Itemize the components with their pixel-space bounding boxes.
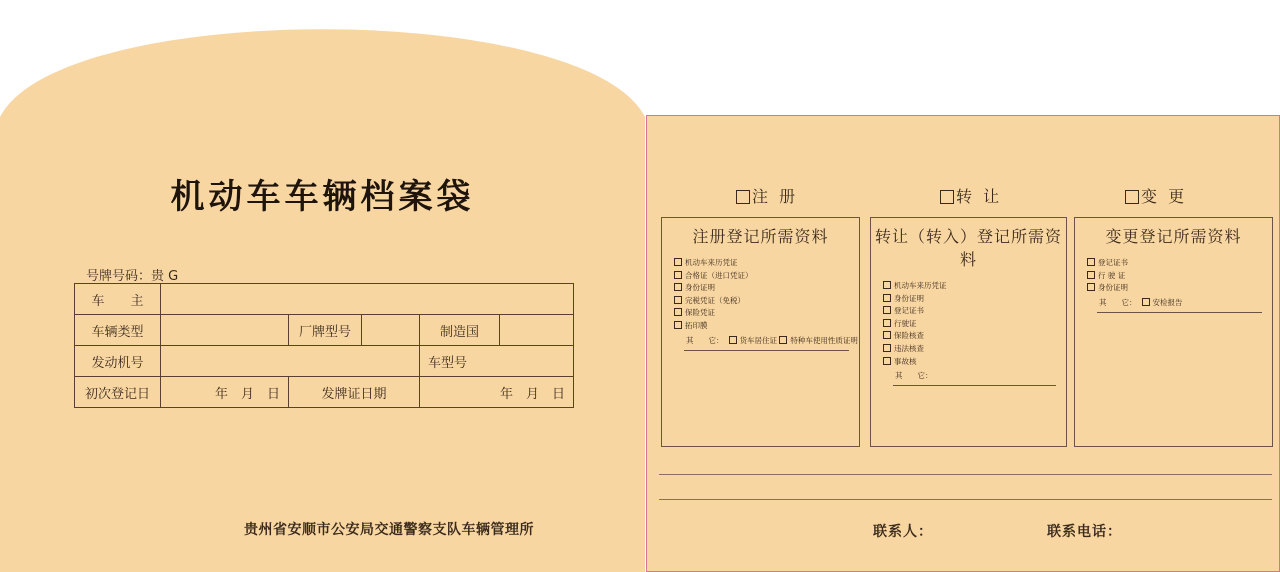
contact-phone-label: 联系电话： bbox=[1047, 524, 1122, 540]
list-item[interactable]: 身份证明 bbox=[674, 282, 859, 295]
contact-person-label: 联系人： bbox=[873, 524, 933, 540]
table-row bbox=[75, 284, 574, 315]
list-item[interactable]: 机动车来历凭证 bbox=[674, 257, 859, 270]
table-row bbox=[75, 377, 574, 408]
list-item[interactable]: 机动车来历凭证 bbox=[883, 280, 1066, 293]
country-label: 制造国 bbox=[420, 315, 500, 346]
first-reg-label: 初次登记日 bbox=[75, 377, 161, 408]
change-requirements-box bbox=[1074, 217, 1273, 447]
change-checkbox-head[interactable] bbox=[1125, 184, 1187, 207]
register-head-label: 注 册 bbox=[752, 187, 799, 206]
vehicle-type-label: 车辆类型 bbox=[75, 315, 161, 346]
owner-label: 车 主 bbox=[75, 284, 161, 315]
transfer-checkbox-head[interactable] bbox=[940, 184, 1002, 207]
table-row bbox=[75, 346, 574, 377]
brand-model-label: 厂牌型号 bbox=[289, 315, 362, 346]
other-checkbox[interactable] bbox=[779, 336, 787, 344]
list-item[interactable]: 登记证书 bbox=[883, 305, 1066, 318]
register-requirements-box bbox=[661, 217, 860, 447]
transfer-checkbox[interactable] bbox=[940, 190, 954, 204]
brand-model-value bbox=[362, 315, 420, 346]
other-checkbox[interactable] bbox=[729, 336, 737, 344]
envelope-back bbox=[646, 115, 1280, 572]
change-items bbox=[1075, 257, 1272, 295]
underline bbox=[893, 385, 1056, 386]
list-item[interactable]: 合格证（进口凭证） bbox=[674, 270, 859, 283]
table-row bbox=[75, 315, 574, 346]
list-item[interactable]: 完税凭证（免税） bbox=[674, 295, 859, 308]
page-title: 机动车车辆档案袋 bbox=[170, 177, 475, 217]
engine-no-value bbox=[161, 346, 420, 377]
list-item[interactable]: 违法核查 bbox=[883, 343, 1066, 356]
list-item[interactable]: 身份证明 bbox=[1087, 282, 1272, 295]
transfer-items bbox=[871, 280, 1066, 368]
list-item[interactable]: 保险核查 bbox=[883, 330, 1066, 343]
register-items bbox=[662, 257, 859, 333]
transfer-other: 其 它： bbox=[895, 371, 933, 381]
register-checkbox[interactable] bbox=[736, 190, 750, 204]
envelope-front bbox=[0, 117, 645, 572]
divider bbox=[659, 499, 1272, 500]
list-item[interactable]: 行 驶 证 bbox=[1087, 270, 1272, 283]
transfer-head-label: 转 让 bbox=[956, 187, 1003, 206]
vehicle-type-value bbox=[161, 315, 289, 346]
envelope-flap bbox=[0, 0, 645, 118]
register-other: 其 它： 货车居住证 特种车使用性质证明 bbox=[686, 335, 858, 345]
list-item[interactable]: 事故核 bbox=[883, 356, 1066, 369]
list-item[interactable]: 登记证书 bbox=[1087, 257, 1272, 270]
register-box-title: 注册登记所需资料 bbox=[692, 227, 829, 246]
issue-date-value: 年 月 日 bbox=[420, 377, 574, 408]
list-item[interactable]: 拓印膜 bbox=[674, 320, 859, 333]
plate-number-label: 号牌号码：贵 G bbox=[86, 269, 179, 284]
list-item[interactable]: 保险凭证 bbox=[674, 307, 859, 320]
change-head-label: 变 更 bbox=[1141, 187, 1188, 206]
transfer-box-title: 转让（转入）登记所需资料 bbox=[874, 227, 1062, 269]
change-box-title: 变更登记所需资料 bbox=[1105, 227, 1242, 246]
register-checkbox-head[interactable] bbox=[736, 184, 798, 207]
agency-name: 贵州省安顺市公安局交通警察支队车辆管理所 bbox=[244, 522, 534, 538]
list-item[interactable]: 身份证明 bbox=[883, 293, 1066, 306]
underline bbox=[684, 350, 849, 351]
model-no-label: 车型号 bbox=[428, 355, 468, 371]
list-item[interactable]: 行驶证 bbox=[883, 318, 1066, 331]
engine-no-label: 发动机号 bbox=[75, 346, 161, 377]
first-reg-date: 年 月 日 bbox=[161, 377, 289, 408]
underline bbox=[1097, 312, 1262, 313]
change-checkbox[interactable] bbox=[1125, 190, 1139, 204]
other-checkbox[interactable] bbox=[1142, 298, 1150, 306]
issue-date-label: 发牌证日期 bbox=[289, 377, 420, 408]
change-other: 其 它： 安检报告 bbox=[1099, 297, 1183, 307]
owner-value bbox=[161, 284, 574, 315]
model-no-cell bbox=[420, 346, 574, 377]
divider bbox=[659, 474, 1272, 475]
transfer-requirements-box bbox=[870, 217, 1067, 447]
vehicle-info-table bbox=[74, 283, 574, 408]
country-value bbox=[500, 315, 574, 346]
